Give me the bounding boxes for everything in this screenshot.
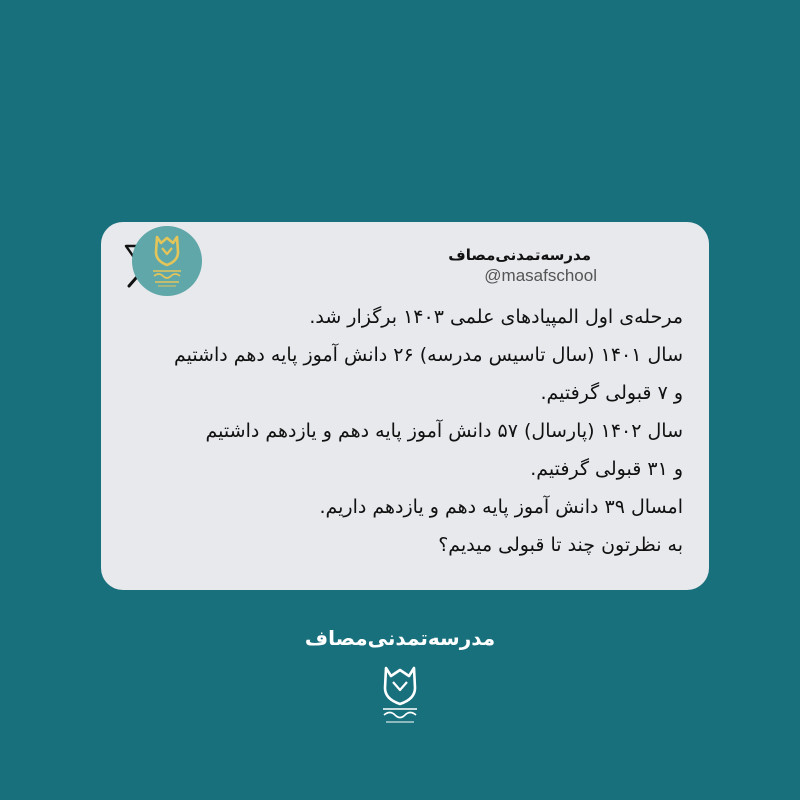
avatar[interactable] [132,226,202,296]
post-text-line: امسال ۳۹ دانش آموز پایه دهم و یازدهم داریم. [319,496,683,518]
display-name[interactable]: مدرسه‌تمدنی‌مصاف [448,246,591,264]
post-text-line: و ۷ قبولی گرفتیم. [540,382,683,404]
post-card [101,222,709,590]
post-text-line: سال ۱۴۰۱ (سال تاسیس مدرسه) ۲۶ دانش آموز پایه دهم داشتیم [173,344,683,366]
post-text-line: به نظرتون چند تا قبولی میدیم؟ [438,534,683,556]
post-text-line: سال ۱۴۰۲ (پارسال) ۵۷ دانش آموز پایه دهم و یازدهم داشتیم [205,420,683,442]
school-logo-icon [132,226,202,296]
school-logo-icon [377,664,423,726]
post-text-line: و ۳۱ قبولی گرفتیم. [530,458,683,480]
post-text [133,298,683,564]
username-handle[interactable]: @masafschool [484,266,597,285]
footer-brand-name: مدرسه‌تمدنی‌مصاف [304,626,496,650]
post-text-line: مرحله‌ی اول المپیادهای علمی ۱۴۰۳ برگزار شد. [309,306,683,328]
